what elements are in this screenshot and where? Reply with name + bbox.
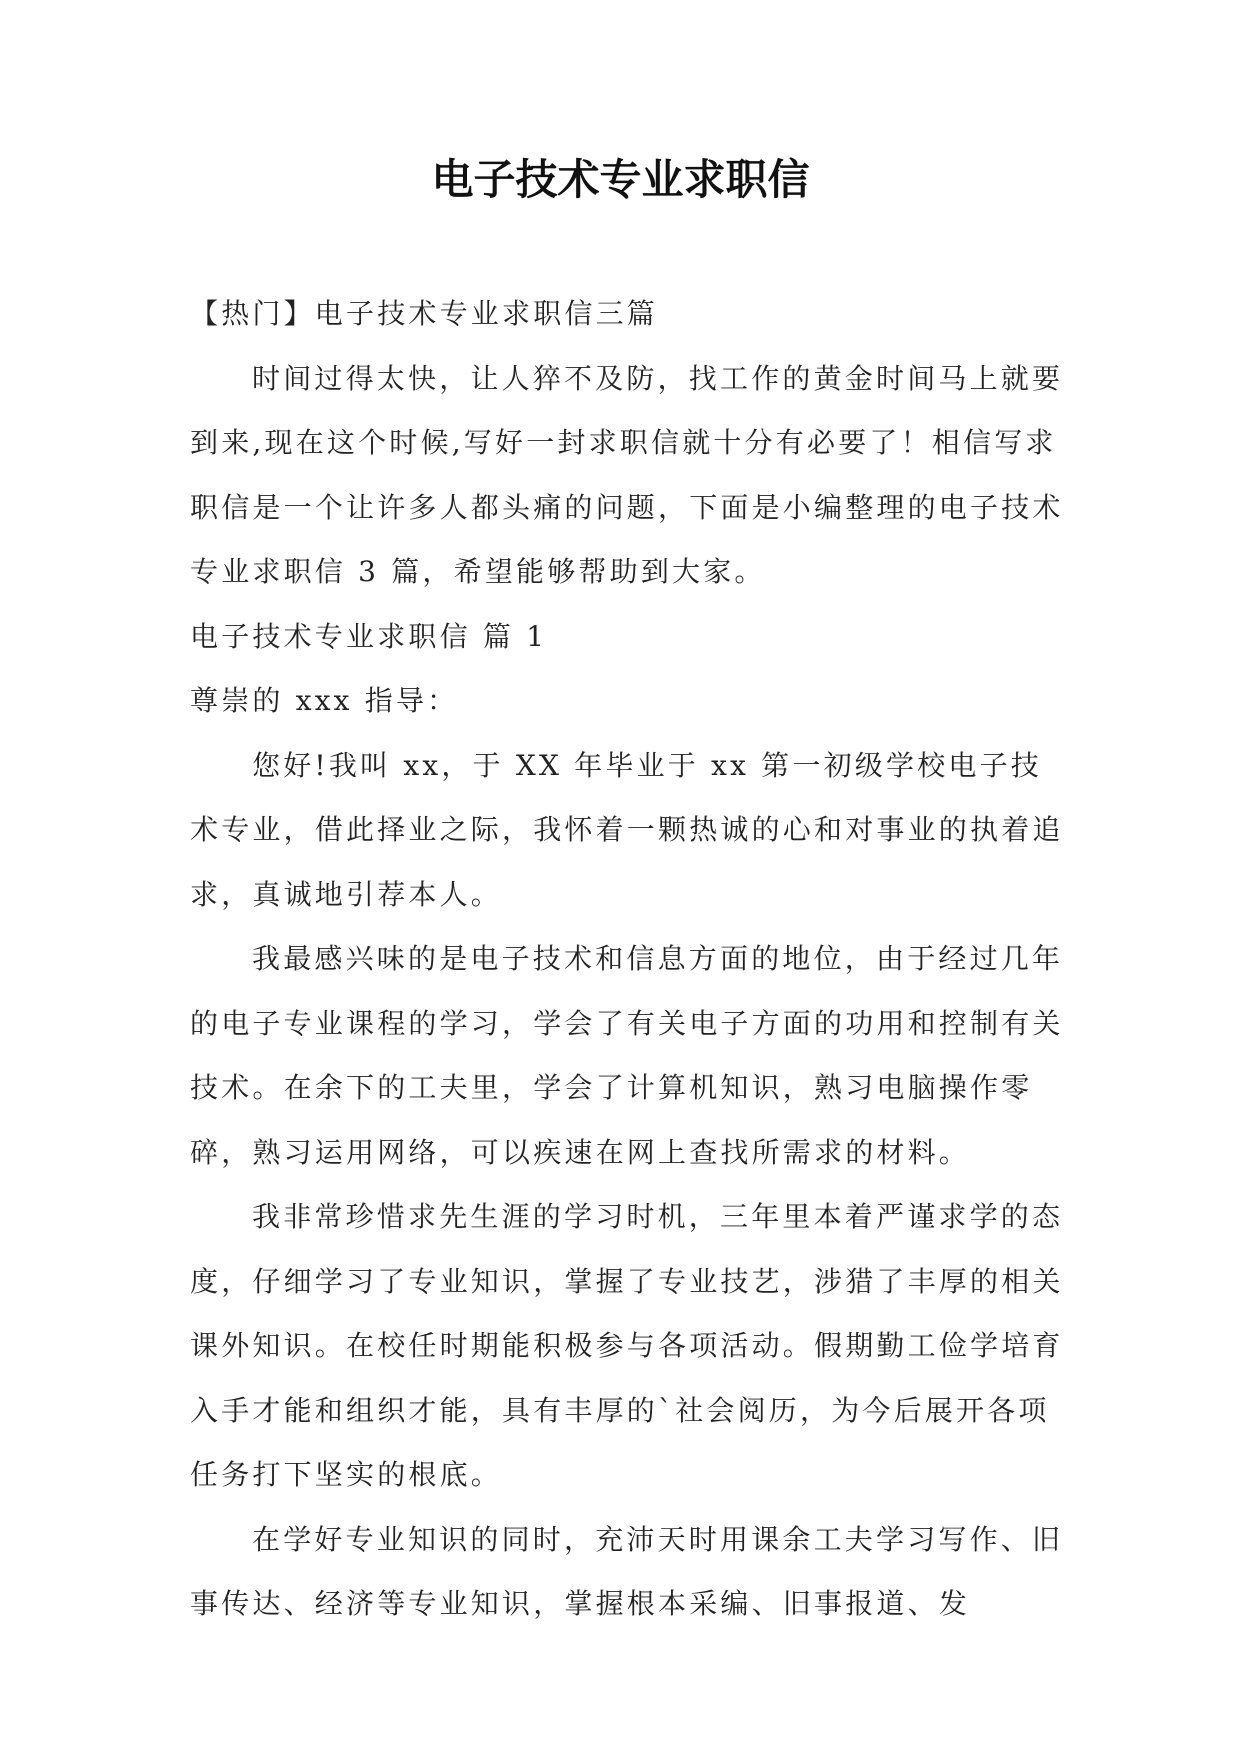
paragraph-intro: 时间过得太快，让人猝不及防，找工作的黄金时间马上就要到来,现在这个时候,写好一封求职信就十分有必要了！相信写求职信是一个让许多人都头痛的问题，下面是小编整理的电子技术专业求职信 3 篇，希望能够帮助到大家。 xyxy=(190,361,1064,588)
section-heading: 电子技术专业求职信 篇 1 xyxy=(190,619,548,653)
paragraph: 您好!我叫 xx，于 XX 年毕业于 xx 第一初级学校电子技术专业，借此择业之际，我怀着一颗热诚的心和对事业的执着追求，真诚地引荐本人。 xyxy=(190,748,1064,911)
salutation: 尊崇的 xxx 指导： xyxy=(190,684,459,717)
paragraph: 我非常珍惜求先生涯的学习时机，三年里本着严谨求学的态度，仔细学习了专业知识，掌握了专业技艺，涉猎了丰厚的相关课外知识。在校任时期能积极参与各项活动。假期勤工俭学培育入手才能和组织才能，具有丰厚的`社会阅历，为今后展开各项任务打下坚实的根底。 xyxy=(190,1200,1064,1491)
document-title: 电子技术专业求职信 xyxy=(431,155,810,204)
paragraph-heading: 【热门】电子技术专业求职信三篇 xyxy=(190,297,659,330)
paragraph: 在学好专业知识的同时，充沛天时用课余工夫学习写作、旧事传达、经济等专业知识，掌握根本采编、旧事报道、发 xyxy=(190,1522,1064,1620)
paragraph: 我最感兴味的是电子技术和信息方面的地位，由于经过几年的电子专业课程的学习，学会了有关电子方面的功用和控制有关技术。在余下的工夫里，学会了计算机知识，熟习电脑操作零碎，熟习运用网络，可以疾速在网上查找所需求的材料。 xyxy=(190,942,1064,1169)
document-body xyxy=(190,282,1070,1637)
